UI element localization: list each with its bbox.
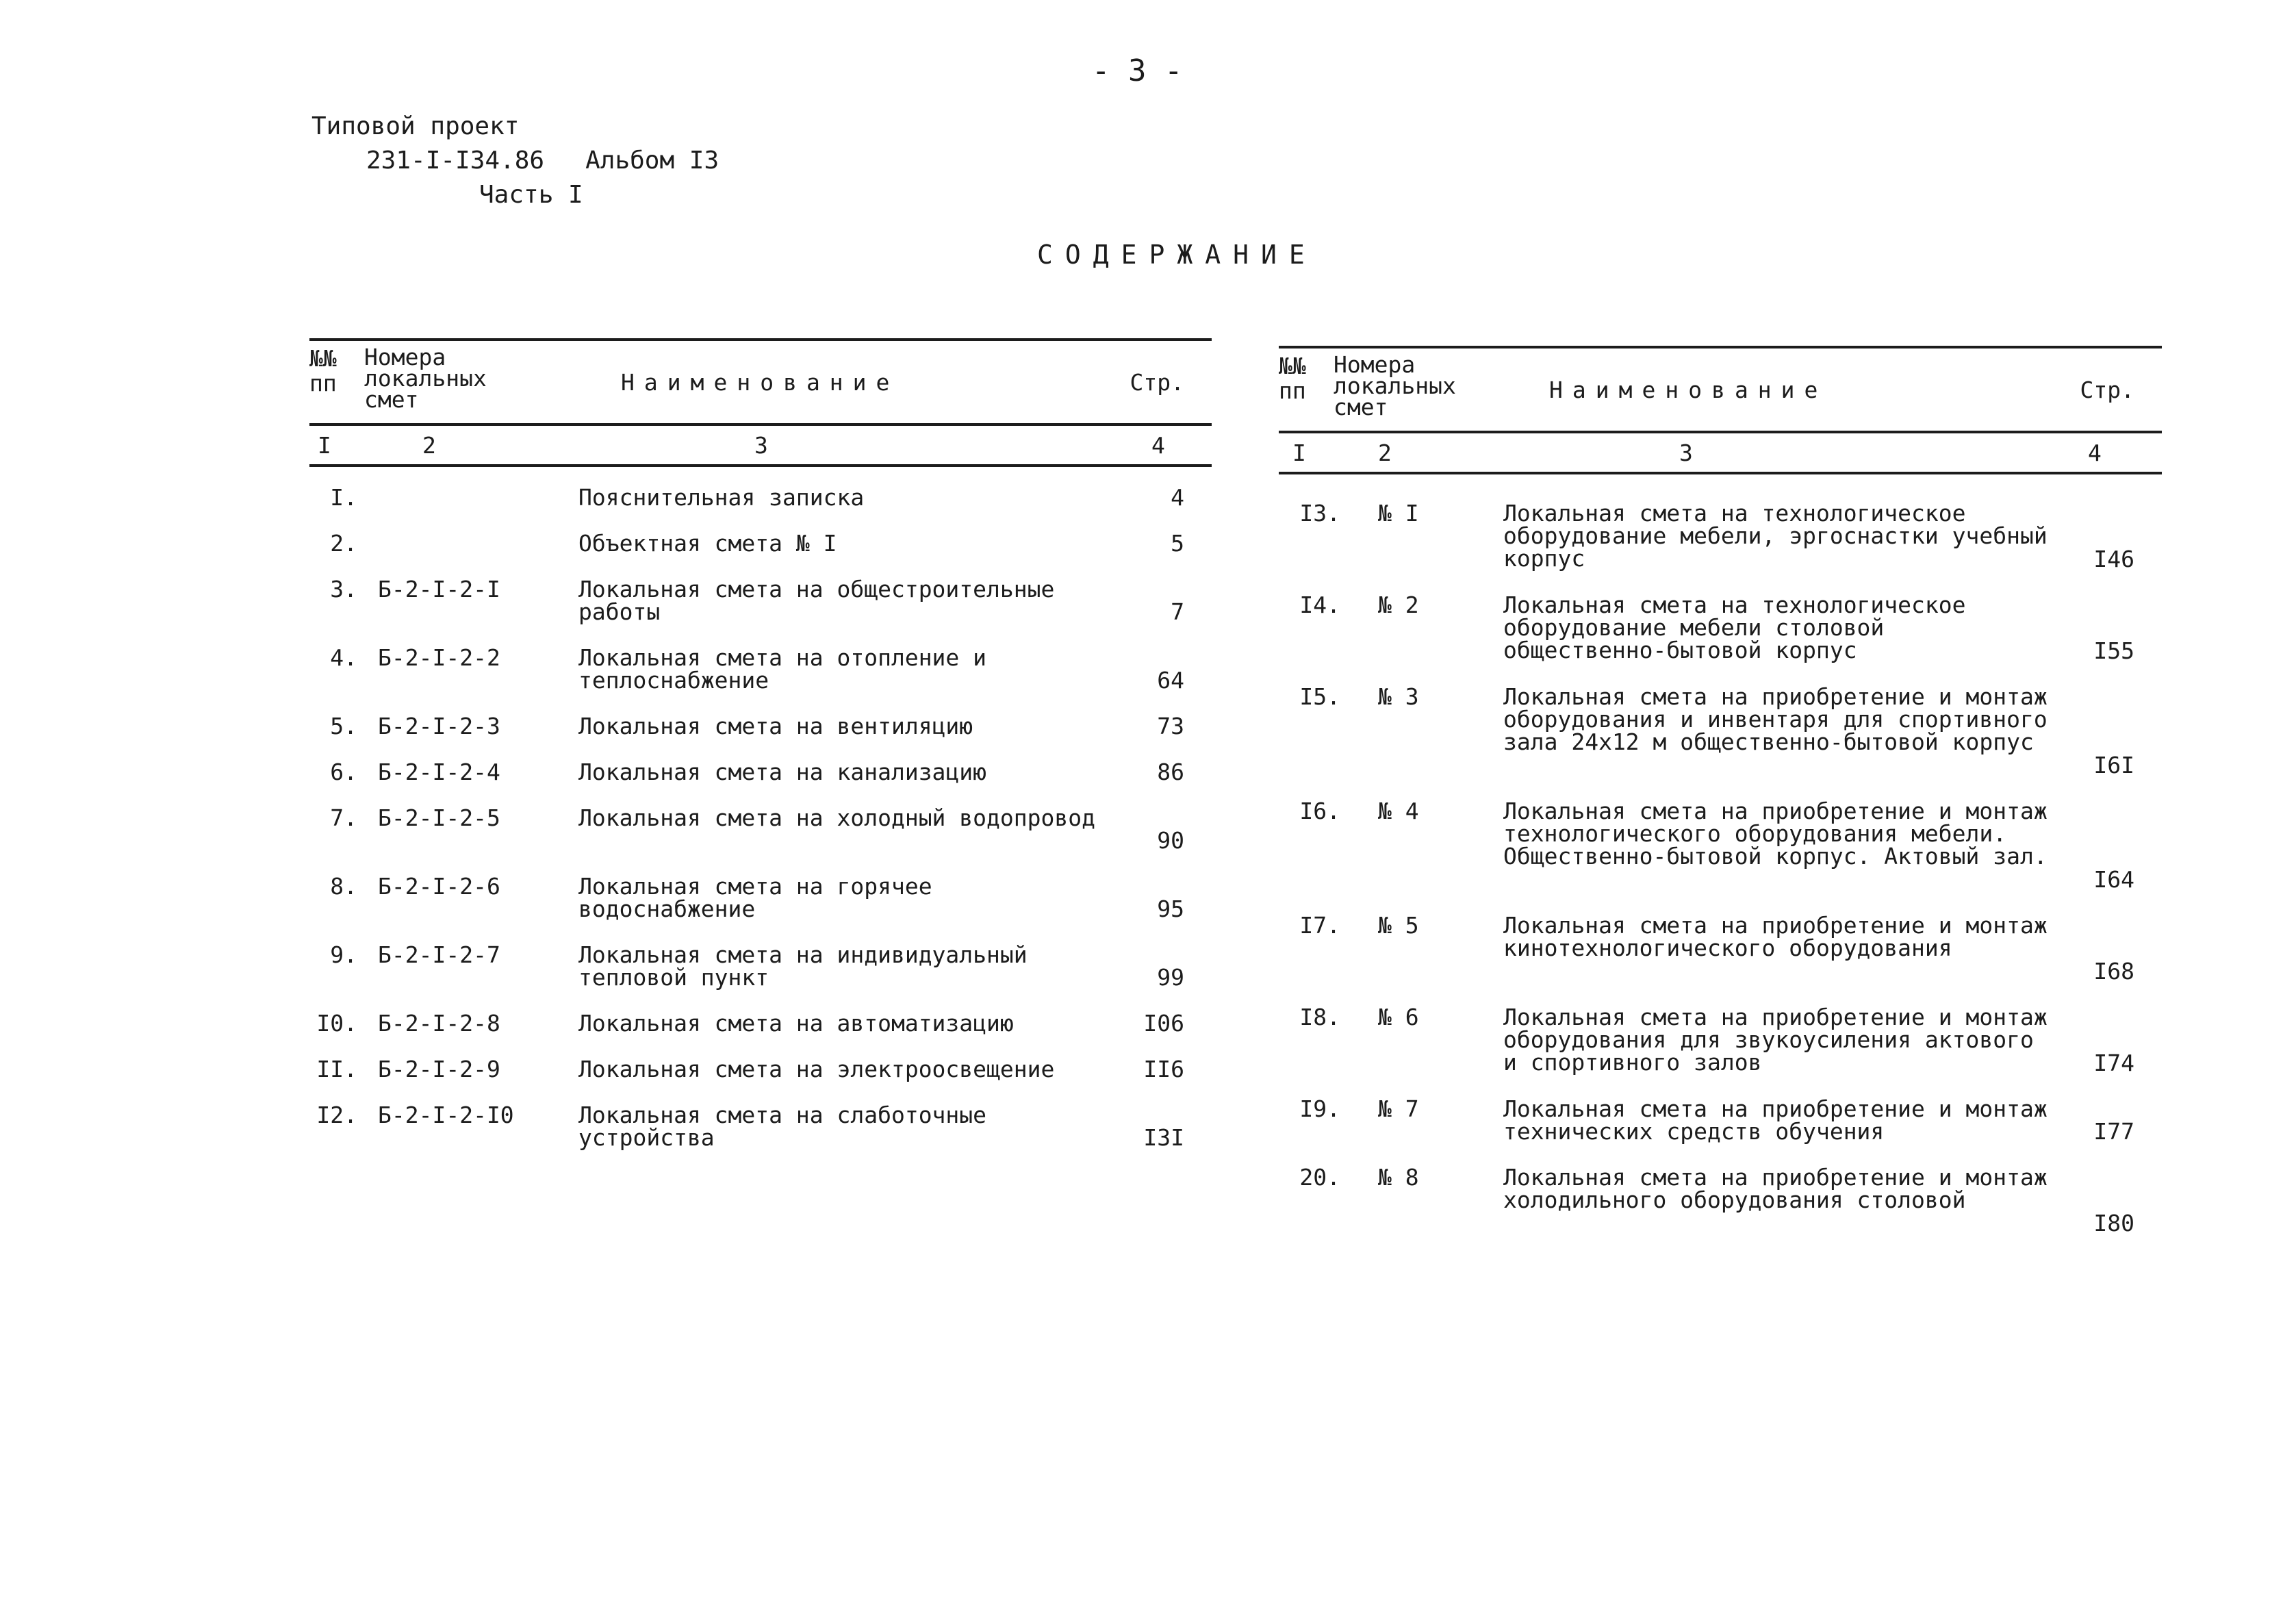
table-header bbox=[309, 341, 1212, 423]
table-row bbox=[309, 715, 1212, 761]
table-row bbox=[1279, 1095, 2162, 1166]
row-num: I2. bbox=[316, 1102, 357, 1128]
table-row bbox=[309, 486, 1212, 532]
header-num-col bbox=[309, 346, 359, 396]
row-name: Локальная смета на вентиляцию bbox=[578, 713, 973, 739]
row-num: I4. bbox=[1299, 592, 1340, 618]
row-page: I6I bbox=[2093, 752, 2134, 778]
header-code-line3: смет bbox=[1334, 394, 1388, 420]
table-row bbox=[309, 761, 1212, 807]
colnum-4: 4 bbox=[1151, 432, 1165, 459]
header-num-line1: №№ bbox=[309, 345, 337, 372]
header-num-line2: пп bbox=[309, 370, 337, 396]
row-name: Локальная смета на электроосвещение bbox=[578, 1056, 1055, 1082]
row-code: № 2 bbox=[1378, 592, 1419, 618]
table-header bbox=[1279, 348, 2162, 431]
row-page: I46 bbox=[2093, 546, 2134, 572]
row-code: Б-2-I-2-5 bbox=[378, 804, 500, 831]
header-page-col: Стр. bbox=[2080, 377, 2134, 403]
table-row bbox=[1279, 914, 2162, 1006]
row-code: № 5 bbox=[1378, 912, 1419, 939]
row-num: I3. bbox=[1299, 500, 1340, 526]
row-page: I68 bbox=[2093, 958, 2134, 985]
page-number: - 3 - bbox=[1092, 53, 1183, 88]
table-row bbox=[309, 578, 1212, 646]
row-name: Локальная смета на отопление и теплоснабжение bbox=[578, 644, 987, 694]
row-page: 7 bbox=[1171, 598, 1184, 625]
row-page: 5 bbox=[1171, 530, 1184, 557]
header-code-line2: локальных bbox=[364, 365, 487, 392]
row-page: 99 bbox=[1157, 964, 1184, 991]
row-name: Локальная смета на приобретение и монтаж оборудования для звукоусиления актового и спортивного залов bbox=[1503, 1004, 2048, 1076]
row-page: 73 bbox=[1157, 713, 1184, 739]
colnum-2: 2 bbox=[1378, 440, 1392, 466]
row-num: I6. bbox=[1299, 798, 1340, 824]
table-row bbox=[1279, 800, 2162, 914]
row-page: 90 bbox=[1157, 827, 1184, 854]
table-row bbox=[1279, 502, 2162, 594]
row-num: 5. bbox=[330, 713, 357, 739]
row-num: I5. bbox=[1299, 683, 1340, 710]
row-code: № I bbox=[1378, 500, 1419, 526]
table-row bbox=[309, 875, 1212, 943]
row-name: Локальная смета на холодный водопровод bbox=[578, 804, 1095, 831]
row-num: I. bbox=[330, 484, 357, 511]
header-num-line1: №№ bbox=[1279, 353, 1306, 379]
row-name: Локальная смета на приобретение и монтаж технических средств обучения bbox=[1503, 1095, 2048, 1145]
column-numbers bbox=[309, 426, 1212, 464]
row-page: 86 bbox=[1157, 759, 1184, 785]
row-code: Б-2-I-2-6 bbox=[378, 873, 500, 900]
row-code: № 6 bbox=[1378, 1004, 1419, 1030]
table-row bbox=[1279, 594, 2162, 685]
project-code: 231-I-I34.86 bbox=[366, 147, 545, 175]
row-code: Б-2-I-2-4 bbox=[378, 759, 500, 785]
row-page: 64 bbox=[1157, 667, 1184, 694]
row-code: № 7 bbox=[1378, 1095, 1419, 1122]
header-name-col: Наименование bbox=[1549, 377, 1828, 403]
colnum-3: 3 bbox=[754, 432, 768, 459]
row-num: 7. bbox=[330, 804, 357, 831]
row-num: I8. bbox=[1299, 1004, 1340, 1030]
row-name: Объектная смета № I bbox=[578, 530, 837, 557]
header-num-col bbox=[1279, 354, 1328, 403]
colnum-3: 3 bbox=[1679, 440, 1693, 466]
row-num: 6. bbox=[330, 759, 357, 785]
row-code: Б-2-I-2-I bbox=[378, 576, 500, 602]
row-num: I0. bbox=[316, 1010, 357, 1037]
header-num-line2: пп bbox=[1279, 377, 1306, 404]
row-name: Локальная смета на слаботочные устройства bbox=[578, 1102, 987, 1151]
row-code: № 3 bbox=[1378, 683, 1419, 710]
table-row bbox=[309, 1058, 1212, 1104]
header-code-line1: Номера bbox=[364, 344, 446, 370]
row-num: 20. bbox=[1299, 1164, 1340, 1191]
table-row bbox=[309, 1104, 1212, 1172]
row-name: Локальная смета на приобретение и монтаж оборудования и инвентаря для спортивного зала 24x12 м общественно-бытовой корпус bbox=[1503, 683, 2048, 755]
row-code: Б-2-I-2-8 bbox=[378, 1010, 500, 1037]
row-page: I06 bbox=[1143, 1010, 1184, 1037]
row-num: I7. bbox=[1299, 912, 1340, 939]
row-code: № 8 bbox=[1378, 1164, 1419, 1191]
header-code-line1: Номера bbox=[1334, 351, 1416, 378]
header-code-line2: локальных bbox=[1334, 372, 1456, 399]
header-code-col bbox=[364, 344, 508, 413]
header-page-col: Стр. bbox=[1130, 369, 1184, 396]
page-title: СОДЕРЖАНИЕ bbox=[1037, 240, 1317, 270]
row-page: I80 bbox=[2093, 1210, 2134, 1236]
row-page: I74 bbox=[2093, 1050, 2134, 1076]
project-type: Типовой проект bbox=[311, 112, 520, 140]
table-row bbox=[309, 532, 1212, 578]
colnum-4: 4 bbox=[2088, 440, 2102, 466]
row-name: Пояснительная записка bbox=[578, 484, 865, 511]
row-num: II. bbox=[316, 1056, 357, 1082]
row-name: Локальная смета на приобретение и монтаж кинотехнологического оборудования bbox=[1503, 912, 2048, 961]
row-code: Б-2-I-2-2 bbox=[378, 644, 500, 671]
row-name: Локальная смета на технологическое оборудование мебели, эргоснастки учебный корпус bbox=[1503, 500, 2048, 572]
project-part: Часть I bbox=[479, 181, 583, 209]
project-header bbox=[311, 110, 719, 212]
row-page: II6 bbox=[1143, 1056, 1184, 1082]
row-code: Б-2-I-2-3 bbox=[378, 713, 500, 739]
table-row bbox=[1279, 685, 2162, 800]
row-num: 4. bbox=[330, 644, 357, 671]
row-num: 3. bbox=[330, 576, 357, 602]
row-num: 2. bbox=[330, 530, 357, 557]
row-page: I77 bbox=[2093, 1118, 2134, 1145]
colnum-2: 2 bbox=[422, 432, 436, 459]
project-album: Альбом I3 bbox=[585, 147, 719, 175]
table-row bbox=[1279, 1166, 2162, 1258]
row-code: № 4 bbox=[1378, 798, 1419, 824]
row-name: Локальная смета на канализацию bbox=[578, 759, 987, 785]
colnum-1: I bbox=[1292, 440, 1306, 466]
row-code: Б-2-I-2-7 bbox=[378, 941, 500, 968]
row-name: Локальная смета на горячее водоснабжение bbox=[578, 873, 932, 922]
header-name-col: Наименование bbox=[621, 369, 900, 396]
row-name: Локальная смета на автоматизацию bbox=[578, 1010, 1014, 1037]
row-page: 95 bbox=[1157, 896, 1184, 922]
row-name: Локальная смета на приобретение и монтаж технологического оборудования мебели. Общественно-бытовой корпус. Актовый зал. bbox=[1503, 798, 2048, 870]
row-num: 9. bbox=[330, 941, 357, 968]
toc-table-left bbox=[309, 338, 1212, 1172]
table-row bbox=[309, 804, 1212, 875]
row-name: Локальная смета на приобретение и монтаж холодильного оборудования столовой bbox=[1503, 1164, 2048, 1213]
row-page: I64 bbox=[2093, 866, 2134, 893]
table-row bbox=[309, 943, 1212, 1012]
row-page: I55 bbox=[2093, 637, 2134, 664]
table-row bbox=[309, 1012, 1212, 1058]
row-num: I9. bbox=[1299, 1095, 1340, 1122]
row-code: Б-2-I-2-9 bbox=[378, 1056, 500, 1082]
colnum-1: I bbox=[318, 432, 331, 459]
table-row bbox=[1279, 1006, 2162, 1098]
table-row bbox=[309, 646, 1212, 715]
row-code: Б-2-I-2-I0 bbox=[378, 1102, 514, 1128]
toc-table-right bbox=[1279, 346, 2162, 1258]
row-num: 8. bbox=[330, 873, 357, 900]
header-code-line3: смет bbox=[364, 386, 419, 413]
row-page: 4 bbox=[1171, 484, 1184, 511]
column-numbers bbox=[1279, 433, 2162, 472]
project-code-line bbox=[311, 144, 719, 178]
row-name: Локальная смета на индивидуальный тепловой пункт bbox=[578, 941, 1028, 991]
row-name: Локальная смета на общестроительные работы bbox=[578, 576, 1055, 625]
row-name: Локальная смета на технологическое оборудование мебели столовой общественно-бытовой корпус bbox=[1503, 592, 1966, 663]
header-code-col bbox=[1334, 351, 1477, 420]
row-page: I3I bbox=[1143, 1124, 1184, 1151]
